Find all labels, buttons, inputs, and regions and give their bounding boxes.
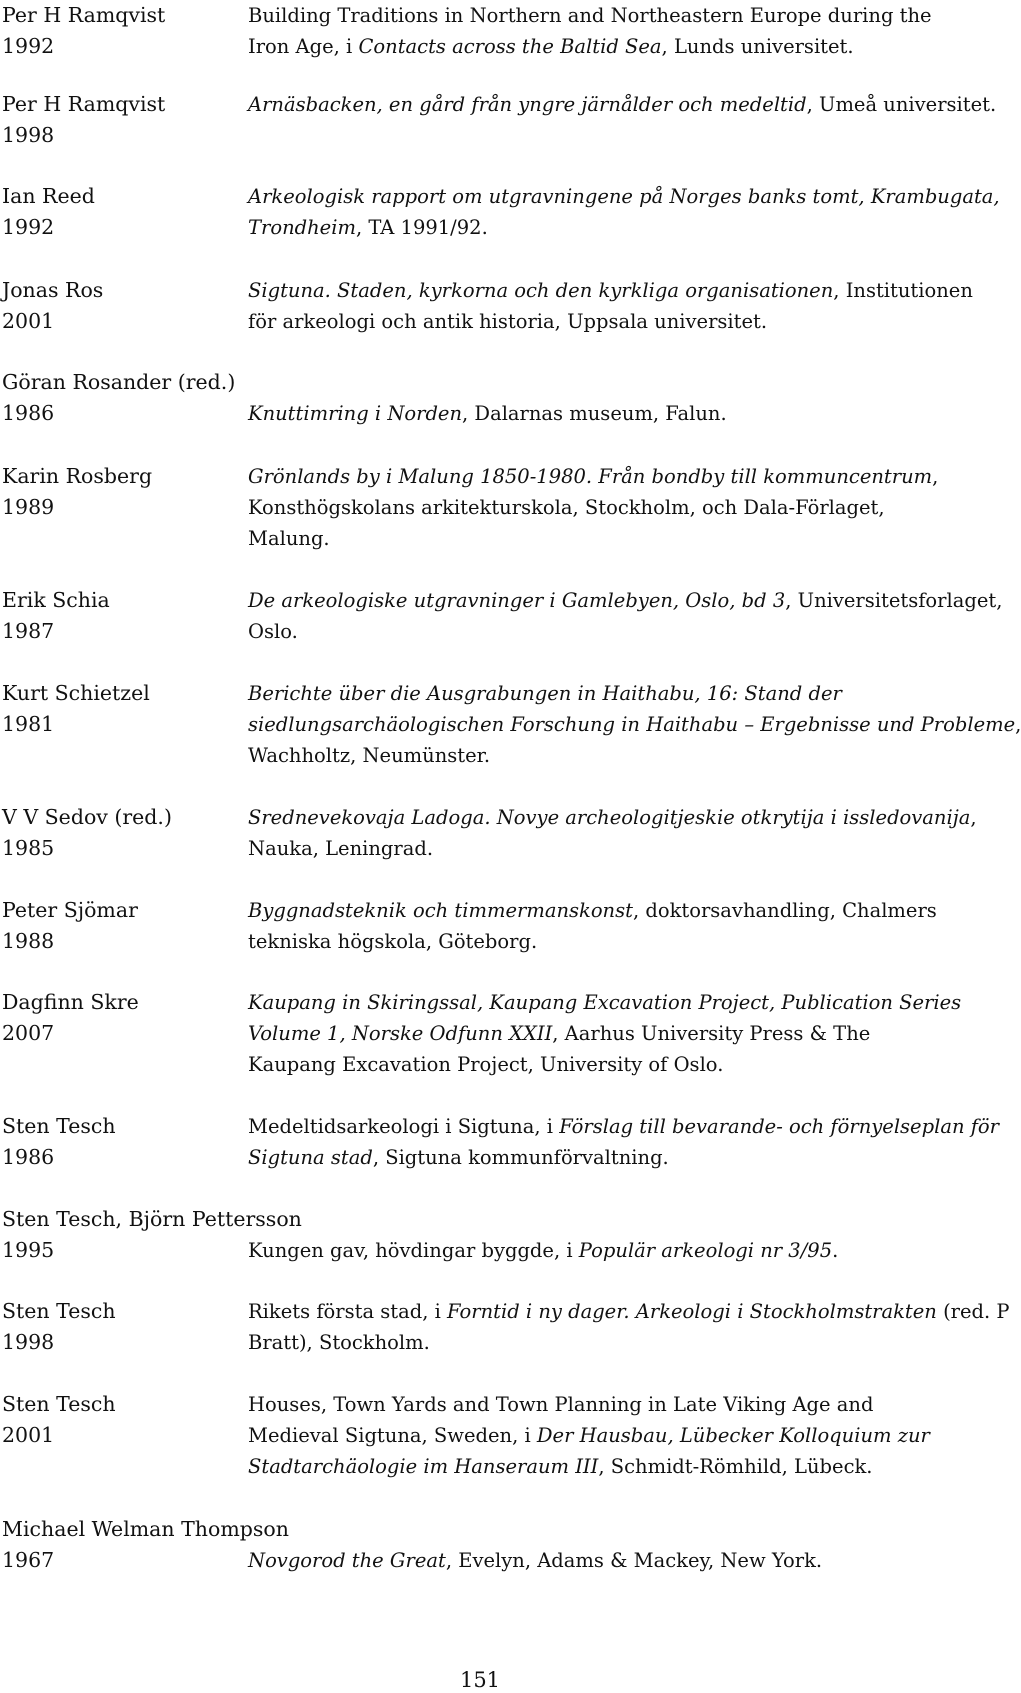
entry-author: V V Sedov (red.) — [2, 805, 172, 829]
entry-author: Dagfinn Skre — [2, 990, 139, 1014]
entry-author: Peter Sjömar — [2, 898, 138, 922]
entry-author-block — [2, 678, 242, 740]
entry-citation: Knuttimring i Norden, Dalarnas museum, Falun. — [248, 402, 727, 425]
entry-author: Göran Rosander (red.) — [2, 370, 236, 394]
entry-author: Sten Tesch — [2, 1299, 116, 1323]
entry-author: Karin Rosberg — [2, 464, 153, 488]
entry-citation: Arnäsbacken, en gård från yngre järnålder och medeltid, Umeå universitet. — [248, 93, 997, 116]
entry-author-block — [2, 89, 242, 151]
entry-author-block — [2, 895, 242, 957]
entry-year: 1986 — [2, 401, 55, 425]
entry-author: Michael Welman Thompson — [2, 1517, 289, 1541]
entry-author-block — [2, 585, 242, 647]
page-number: 151 — [459, 1668, 501, 1692]
entry-year: 1985 — [2, 836, 55, 860]
entry-author-block — [2, 1296, 242, 1358]
entry-author: Ian Reed — [2, 184, 95, 208]
entry-author: Jonas Ros — [2, 278, 104, 302]
entry-citation: Houses, Town Yards and Town Planning in Late Viking Age and Medieval Sigtuna, Sweden, i Der Hausbau, Lübecker Kolloquium zur Stadtarchäologie im Hanseraum III, Schmidt-Römhild, Lübeck. — [248, 1393, 930, 1478]
entry-year: 2001 — [2, 1423, 55, 1447]
entry-citation: Byggnadsteknik och timmermanskonst, doktorsavhandling, Chalmers tekniska högskola, Göteborg. — [248, 899, 937, 953]
entry-author-block — [2, 461, 242, 523]
entry-year: 2001 — [2, 309, 55, 333]
entry-year: 1987 — [2, 619, 55, 643]
entry-year: 1992 — [2, 215, 55, 239]
entry-citation: Rikets första stad, i Forntid i ny dager. Arkeologi i Stockholmstrakten (red. P Bratt), Stockholm. — [248, 1300, 1010, 1354]
entry-year: 1998 — [2, 1330, 55, 1354]
entry-author: Sten Tesch, Björn Pettersson — [2, 1207, 302, 1231]
entry-year: 1967 — [2, 1548, 55, 1572]
entry-author: Sten Tesch — [2, 1392, 116, 1416]
entry-citation: Sigtuna. Staden, kyrkorna och den kyrkliga organisationen, Institutionen för arkeologi och antik historia, Uppsala universitet. — [248, 279, 973, 333]
entry-author-block — [2, 181, 242, 243]
entry-year: 1989 — [2, 495, 55, 519]
entry-citation: Novgorod the Great, Evelyn, Adams & Mackey, New York. — [248, 1549, 823, 1572]
entry-citation: Kaupang in Skiringssal, Kaupang Excavation Project, Publication Series Volume 1, Norske Odfunn XXII, Aarhus University Press & The Kaupang Excavation Project, University of Oslo. — [248, 991, 962, 1076]
entry-author: Kurt Schietzel — [2, 681, 150, 705]
entry-year: 1995 — [2, 1238, 55, 1262]
entry-author-block — [2, 1235, 242, 1266]
entry-year: 1992 — [2, 34, 55, 58]
entry-citation: Srednevekovaja Ladoga. Novye archeologitjeskie otkrytija i issledovanija, Nauka, Leningrad. — [248, 806, 977, 860]
entry-citation: Berichte über die Ausgrabungen in Haithabu, 16: Stand der siedlungsarchäologischen Forschung in Haithabu – Ergebnisse und Probleme, Wachholtz, Neumünster. — [248, 682, 1021, 767]
entry-citation: De arkeologiske utgravninger i Gamlebyen, Oslo, bd 3, Universitetsforlaget, Oslo. — [248, 589, 1003, 643]
entry-author-block — [2, 802, 242, 864]
entry-citation: Arkeologisk rapport om utgravningene på Norges banks tomt, Krambugata, Trondheim, TA 1991/92. — [248, 185, 1000, 239]
entry-author-block — [2, 1389, 242, 1451]
entry-year: 1988 — [2, 929, 55, 953]
entry-citation: Kungen gav, hövdingar byggde, i Populär arkeologi nr 3/95. — [248, 1239, 839, 1262]
entry-year: 1981 — [2, 712, 55, 736]
entry-year: 1998 — [2, 123, 55, 147]
entry-author-block — [2, 275, 242, 337]
entry-citation: Building Traditions in Northern and Northeastern Europe during the Iron Age, i Contacts across the Baltid Sea, Lunds universitet. — [248, 4, 932, 58]
entry-author: Erik Schia — [2, 588, 110, 612]
entry-author-block — [2, 987, 242, 1049]
entry-author: Per H Ramqvist — [2, 3, 166, 27]
entry-author-block — [2, 0, 242, 62]
entry-citation: Grönlands by i Malung 1850-1980. Från bondby till kommuncentrum, Konsthögskolans arkitekturskola, Stockholm, och Dala-Förlaget, Malung. — [248, 465, 939, 550]
entry-author-block — [2, 1111, 242, 1173]
entry-author-block — [2, 398, 242, 429]
entry-author: Per H Ramqvist — [2, 92, 166, 116]
entry-author-block — [2, 1545, 242, 1576]
entry-year: 2007 — [2, 1021, 55, 1045]
entry-citation: Medeltidsarkeologi i Sigtuna, i Förslag till bevarande- och förnyelseplan för Sigtuna stad, Sigtuna kommunförvaltning. — [248, 1115, 999, 1169]
entry-year: 1986 — [2, 1145, 55, 1169]
entry-author: Sten Tesch — [2, 1114, 116, 1138]
